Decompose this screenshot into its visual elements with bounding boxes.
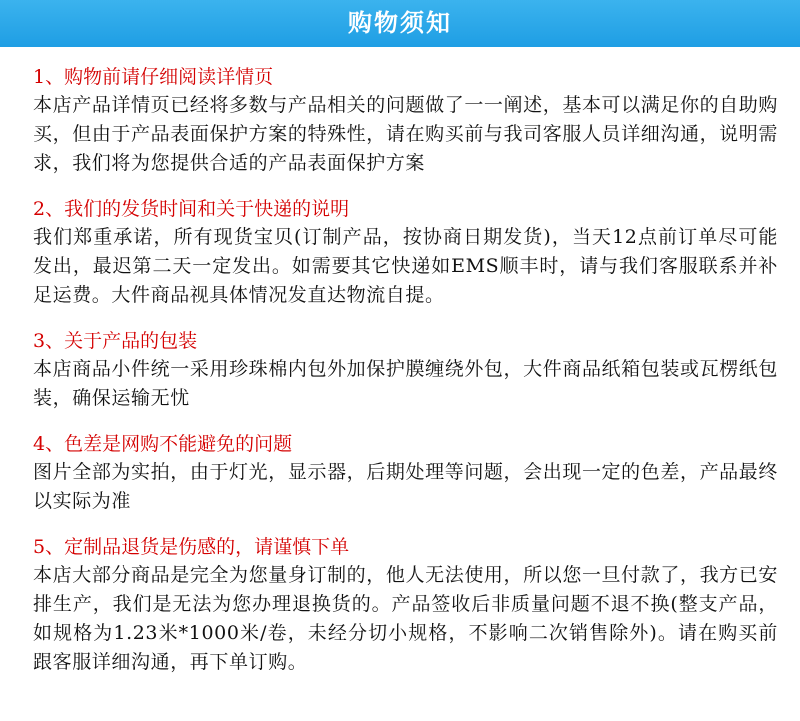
notice-section-4: [33, 431, 778, 516]
notice-section-3: [33, 328, 778, 413]
section-heading: 2、我们的发货时间和关于快递的说明: [33, 198, 350, 220]
section-body: 本店大部分商品是完全为您量身订制的，他人无法使用，所以您一旦付款了，我方已安排生产，我们是无法为您办理退换货的。产品签收后非质量问题不退不换(整支产品，如规格为1.23米*1000米/卷，未经分切小规格，不影响二次销售除外)。请在购买前跟客服详细沟通，再下单订购。: [33, 564, 778, 673]
page-title: 购物须知: [348, 9, 452, 37]
section-body: 我们郑重承诺，所有现货宝贝(订制产品，按协商日期发货)，当天12点前订单尽可能发出，最迟第二天一定发出。如需要其它快递如EMS顺丰时，请与我们客服联系并补足运费。大件商品视具体情况发直达物流自提。: [33, 226, 778, 306]
section-body: 本店商品小件统一采用珍珠棉内包外加保护膜缠绕外包，大件商品纸箱包装或瓦楞纸包装，确保运输无忧: [33, 358, 778, 409]
section-heading: 5、定制品退货是伤感的，请谨慎下单: [33, 536, 350, 558]
section-body: 本店产品详情页已经将多数与产品相关的问题做了一一阐述，基本可以满足你的自助购买，但由于产品表面保护方案的特殊性，请在购买前与我司客服人员详细沟通，说明需求，我们将为您提供合适的产品表面保护方案: [33, 94, 778, 174]
section-heading: 4、色差是网购不能避免的问题: [33, 433, 293, 455]
section-body: 图片全部为实拍，由于灯光，显示器，后期处理等问题，会出现一定的色差，产品最终以实际为准: [33, 461, 778, 512]
section-heading: 1、购物前请仔细阅读详情页: [33, 66, 274, 88]
notice-content: [33, 64, 778, 695]
notice-section-1: [33, 64, 778, 178]
section-heading: 3、关于产品的包装: [33, 330, 198, 352]
notice-section-5: [33, 534, 778, 677]
notice-section-2: [33, 196, 778, 310]
